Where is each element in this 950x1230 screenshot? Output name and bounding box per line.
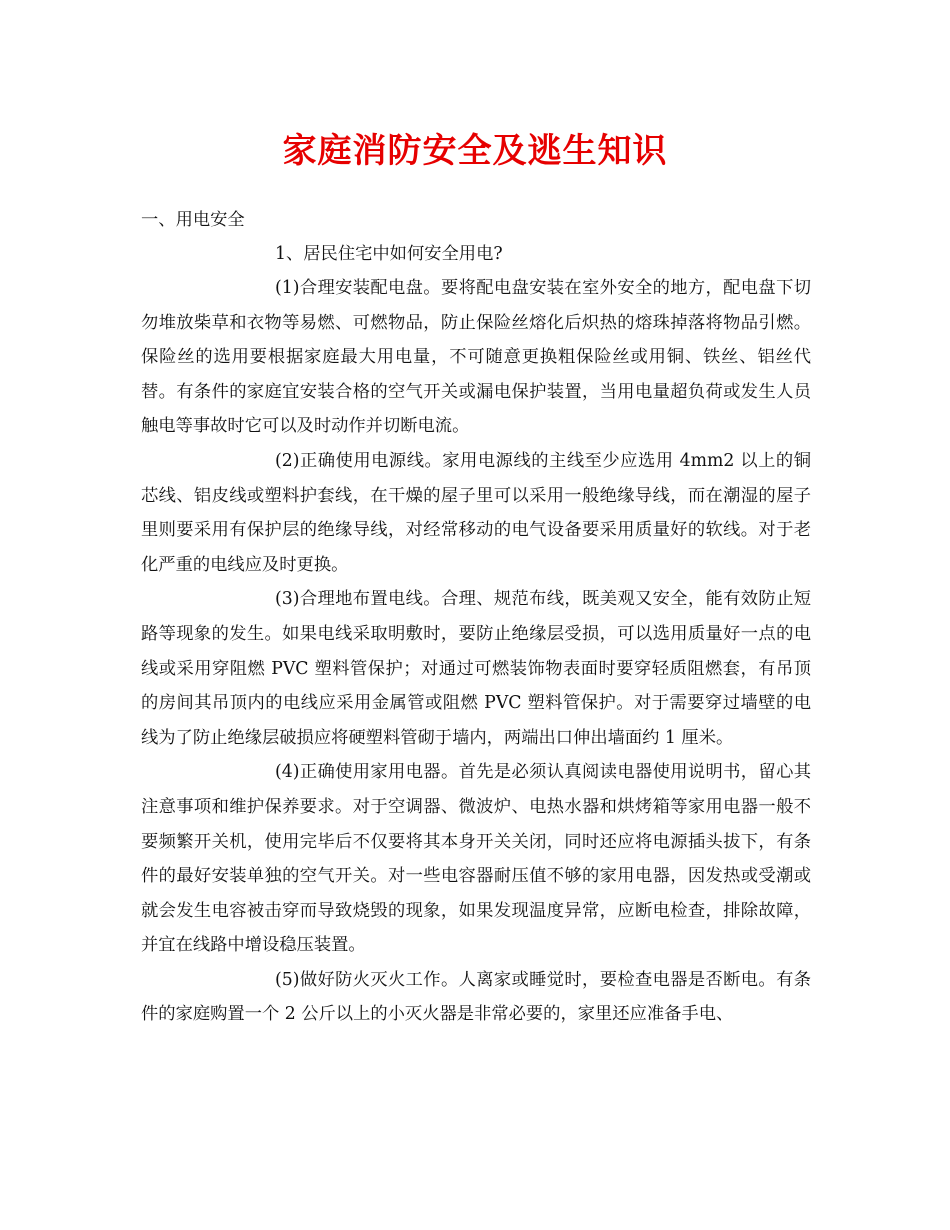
document-title: 家庭消防安全及逃生知识 (282, 131, 668, 171)
paragraph-4: (4)正确使用家用电器。首先是必须认真阅读电器使用说明书，留心其注意事项和维护保养要求。对于空调器、微波炉、电热水器和烘烤箱等家用电器一般不要频繁开关机，使用完毕后不仅要将其本身开关关闭，同时还应将电源插头拔下，有条件的最好安装单独的空气开关。对一些电容器耐压值不够的家用电器，因发热或受潮或就会发生电容被击穿而导致烧毁的现象，如果发现温度异常，应断电检查，排除故障，并宜在线路中增设稳压装置。 (141, 762, 811, 956)
paragraph-3: (3)合理地布置电线。合理、规范布线，既美观又安全，能有效防止短路等现象的发生。如果电线采取明敷时，要防止绝缘层受损，可以选用质量好一点的电线或采用穿阻燃 PVC 塑料管保护；对通过可燃装饰物表面时要穿轻质阻燃套，有吊顶的房间其吊顶内的电线应采用金属管或阻燃 PVC 塑料管保护。对于需要穿过墙壁的电线为了防止绝缘层破损应将硬塑料管砌于墙内，两端出口伸出墙面约 1 厘米。 (141, 589, 811, 748)
paragraph-5: (5)做好防火灭火工作。人离家或睡觉时，要检查电器是否断电。有条件的家庭购置一个 2 公斤以上的小灭火器是非常必要的，家里还应准备手电、 (141, 969, 811, 1025)
question-heading: 1、居民住宅中如何安全用电? (275, 244, 503, 264)
paragraph-1: (1)合理安装配电盘。要将配电盘安装在室外安全的地方，配电盘下切勿堆放柴草和衣物等易燃、可燃物品，防止保险丝熔化后炽热的熔珠掉落将物品引燃。保险丝的选用要根据家庭最大用电量，不可随意更换粗保险丝或用铜、铁丝、铝丝代替。有条件的家庭宜安装合格的空气开关或漏电保护装置，当用电量超负荷或发生人员触电等事故时它可以及时动作并切断电流。 (141, 278, 811, 437)
document-body (141, 203, 811, 1032)
section-heading: 一、用电安全 (141, 210, 245, 230)
paragraph-2: (2)正确使用电源线。家用电源线的主线至少应选用 4mm2 以上的铜芯线、铝皮线或塑料护套线，在干燥的屋子里可以采用一般绝缘导线，而在潮湿的屋子里则要采用有保护层的绝缘导线，对经常移动的电气设备要采用质量好的软线。对于老化严重的电线应及时更换。 (141, 450, 811, 575)
